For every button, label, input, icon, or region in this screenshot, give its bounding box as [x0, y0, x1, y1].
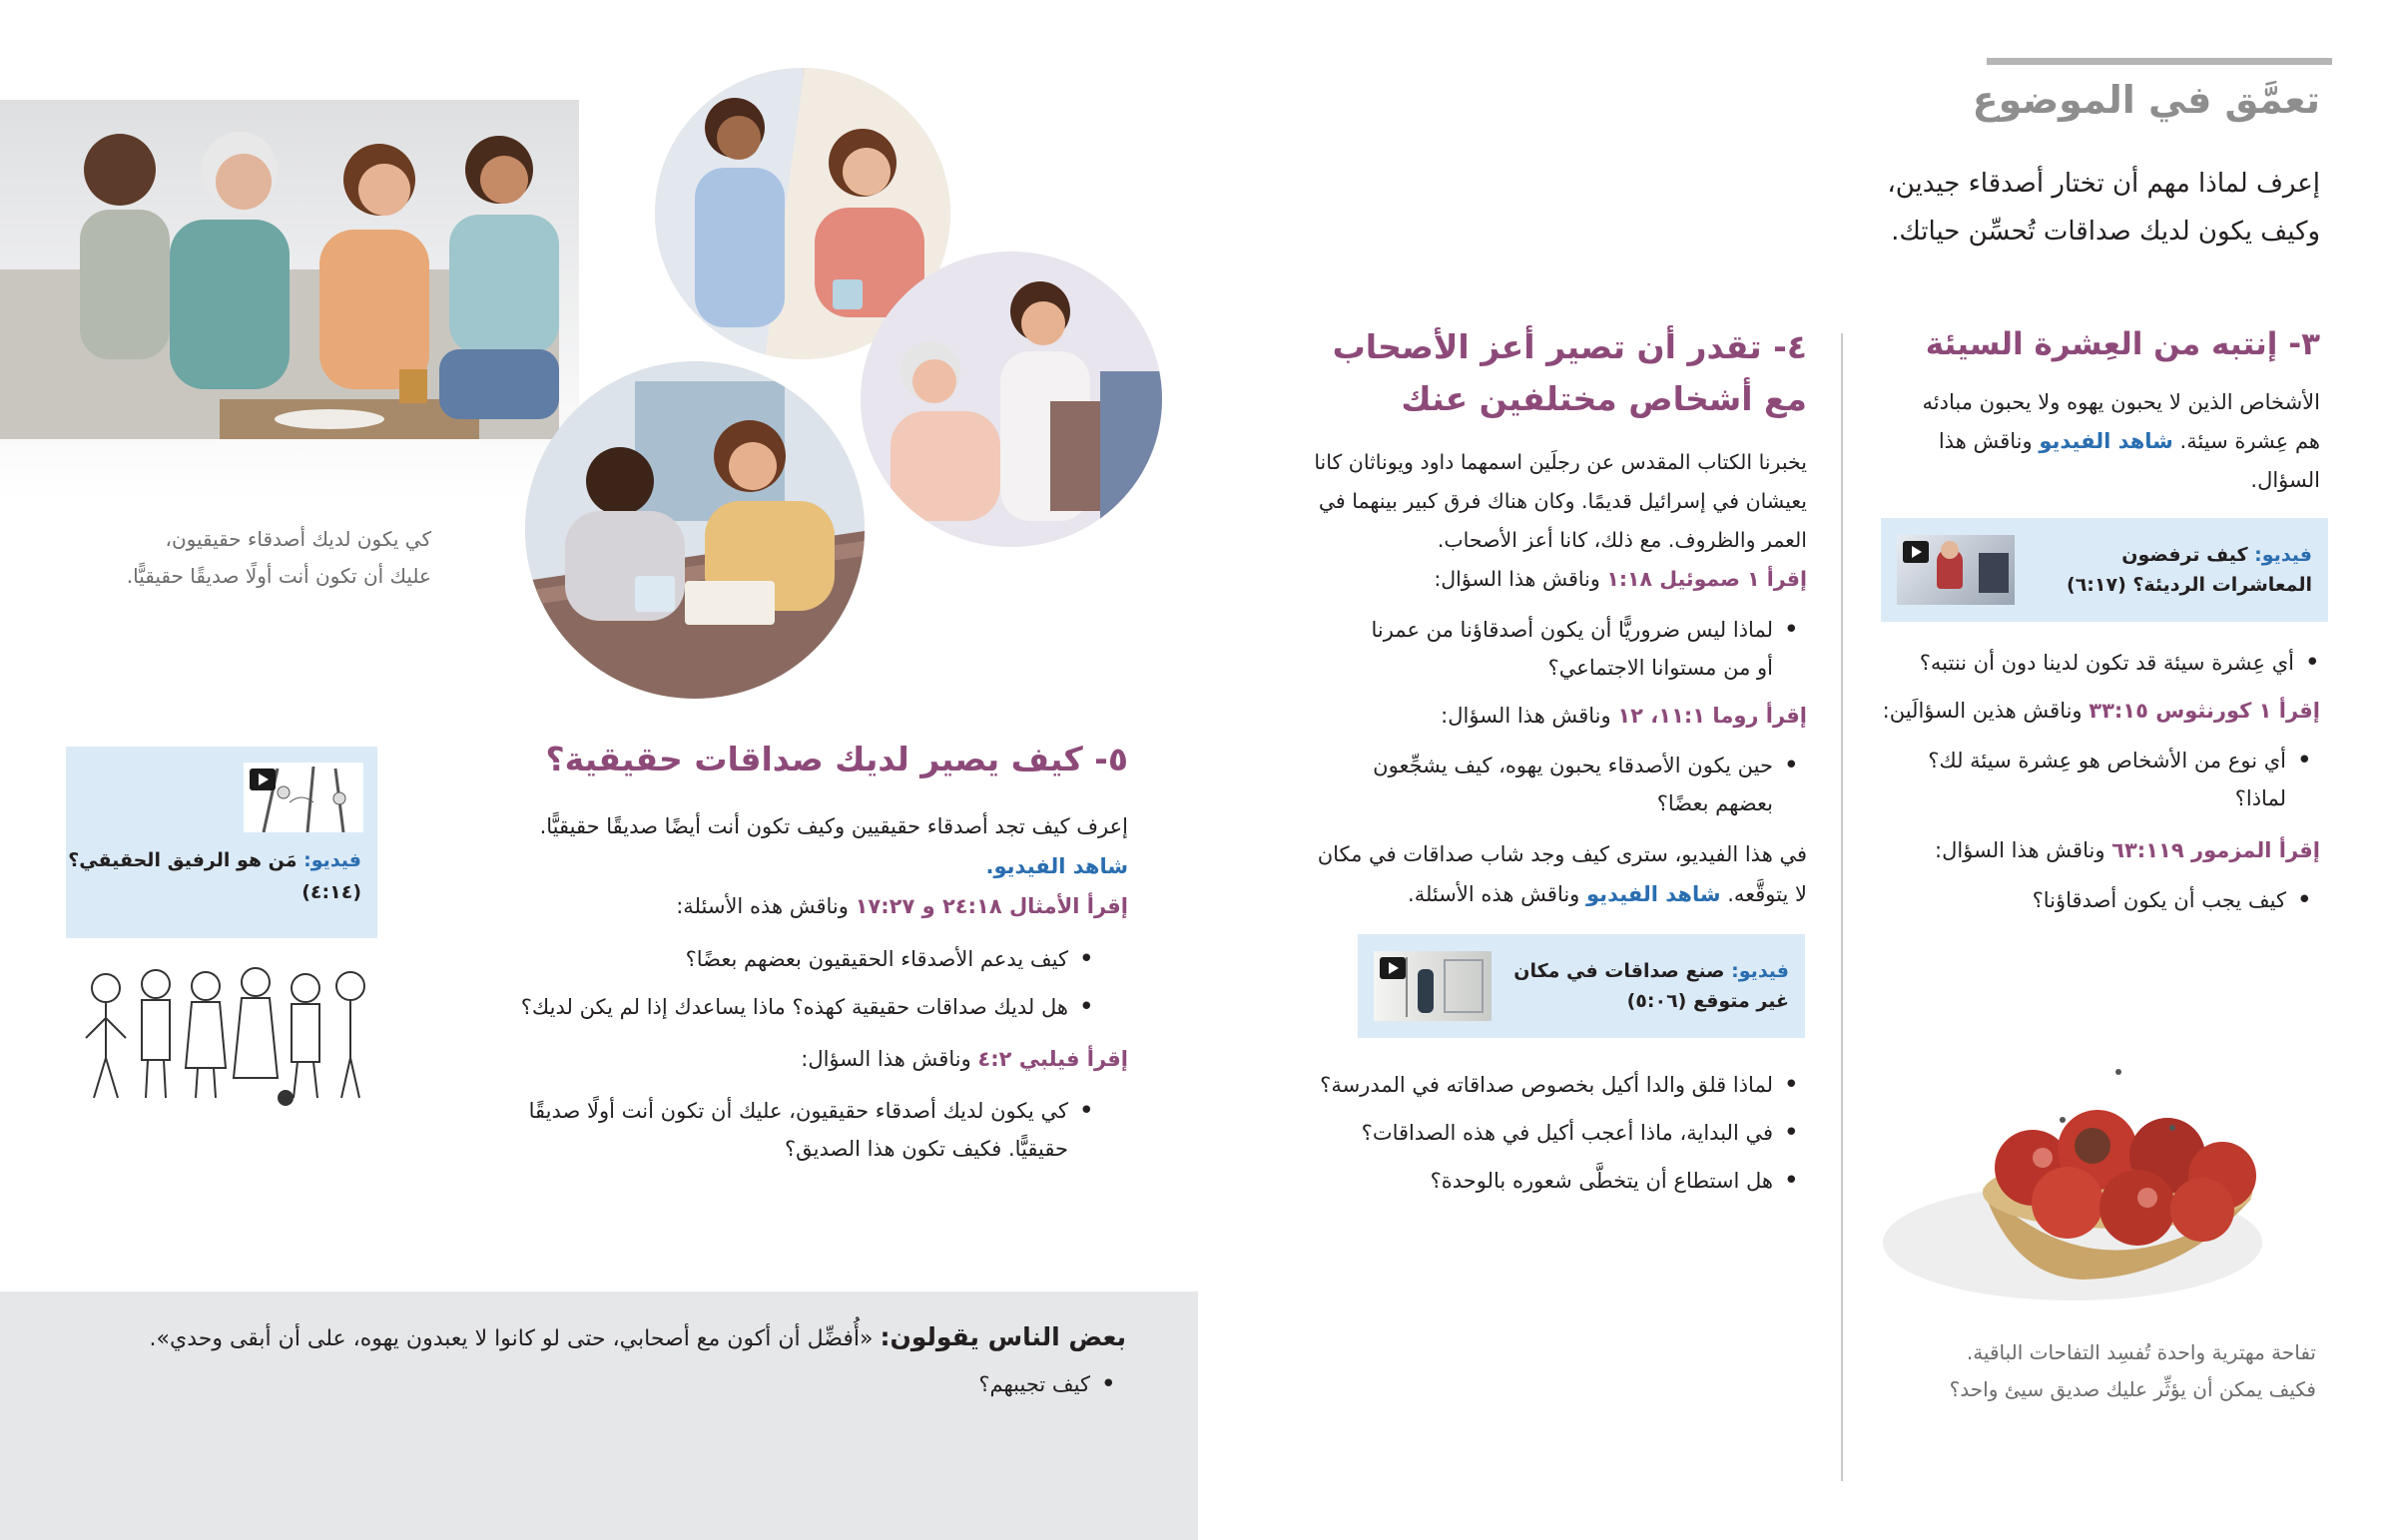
section-5-paragraph: إعرف كيف تجد أصدقاء حقيقيين وكيف تكون أنت أيضًا صديقًا حقيقيًّا. شاهد الفيديو. إقرأ الأمثال ٢٤:١٨ و ١٧:٢٧ وناقش هذه الأسئلة:: [449, 806, 1128, 926]
question-list: [1268, 747, 1807, 822]
section-4: [1268, 321, 1807, 1210]
list-item: • هل لديك صداقات حقيقية كهذه؟ ماذا يساعدك إذا لم يكن لديك؟: [449, 988, 1094, 1026]
apple-caption: تفاحة مهترية واحدة تُفسِد التفاحات الباقية. فكيف يمكن أن يؤثِّر عليك صديق سيئ واحد؟: [1949, 1340, 2316, 1401]
read-instruction: إقرأ ١ كورنثوس ٣٣:١٥ وناقش هذين السؤالَين:: [1882, 699, 2320, 723]
question-list: [1268, 611, 1807, 687]
apple-bowl-image: [1883, 1058, 2312, 1317]
column-divider: [1841, 333, 1843, 1481]
read-instruction: إقرأ روما ١١:١، ١٢ وناقش هذا السؤال:: [1441, 704, 1807, 728]
scripture-reference[interactable]: إقرأ فيلبي ٤:٢: [977, 1047, 1128, 1071]
section-4-paragraph-2: في هذا الفيديو، سترى كيف وجد شاب صداقات في مكان لا يتوقَّعه. شاهد الفيديو وناقش هذه الأسئلة.: [1317, 842, 1807, 906]
video-thumbnail[interactable]: [1897, 535, 2015, 605]
section-3: [1881, 321, 2320, 929]
scripture-reference[interactable]: إقرأ المزمور ٦٣:١١٩: [2111, 838, 2320, 862]
video-card[interactable]: فيديو: صنع صداقات في مكان غير متوقع (٥:٠٦): [1358, 934, 1805, 1038]
read-instruction: إقرأ فيلبي ٤:٢ وناقش هذا السؤال:: [801, 1047, 1128, 1071]
question-list: [1881, 644, 2320, 682]
comforting-friend-image: [525, 361, 865, 699]
question-list: [449, 940, 1128, 1026]
list-item: • كيف يدعم الأصدقاء الحقيقيون بعضهم بعضًا؟: [449, 940, 1094, 978]
scripture-reference[interactable]: إقرأ ١ صموئيل ١:١٨: [1606, 567, 1807, 591]
section-4-paragraph: يخبرنا الكتاب المقدس عن رجلَين اسمهما داود ويوناثان كانا يعيشان في إسرائيل قديمًا. وكان هناك فرق كبير بينهما في العمر والظروف. مع ذلك، كانا أعز الأصحاب. إقرأ ١ صموئيل ١:١٨ وناقش هذا السؤال:: [1314, 450, 1807, 591]
title-rule: [1987, 58, 2332, 65]
list-item: • أي نوع من الأشخاص هو عِشرة سيئة لك؟ لماذا؟: [1881, 742, 2312, 817]
scripture-reference[interactable]: إقرأ ١ كورنثوس ٣٣:١٥: [2089, 699, 2320, 723]
section-4-heading: ٤- تقدر أن تصير أعز الأصحاب مع أشخاص مختلفين عنك: [1332, 327, 1807, 418]
list-item: • كي يكون لديك أصدقاء حقيقيون، عليك أن تكون أنت أولًا صديقًا حقيقيًّا. فكيف تكون هذا الصديق؟: [449, 1092, 1094, 1168]
question-list: [1881, 881, 2320, 919]
list-item: • هل استطاع أن يتخطَّى شعوره بالوحدة؟: [1268, 1162, 1799, 1200]
list-item: • في البداية، ماذا أعجب أكيل في هذه الصداقات؟: [1268, 1114, 1799, 1152]
play-icon[interactable]: [1903, 541, 1929, 563]
play-icon[interactable]: [250, 769, 276, 790]
illustration-caption: كي يكون لديك أصدقاء حقيقيون، عليك أن تكون أنت أولًا صديقًا حقيقيًّا.: [126, 527, 431, 588]
list-item: • لماذا قلق والدا أكيل بخصوص صداقاته في المدرسة؟: [1268, 1066, 1799, 1104]
caregiver-image: [861, 252, 1162, 547]
page-title: تعمَّق في الموضوع: [1972, 78, 2320, 122]
video-card[interactable]: فيديو: مَن هو الرفيق الحقيقي؟ (٤:١٤): [66, 747, 377, 938]
friends-group-image: [0, 100, 579, 499]
question-list: [449, 1092, 1128, 1168]
video-thumbnail[interactable]: [1374, 951, 1492, 1021]
watch-video-link[interactable]: شاهد الفيديو: [2039, 429, 2173, 453]
question-list: [148, 1365, 1126, 1403]
watch-video-link[interactable]: شاهد الفيديو.: [985, 854, 1128, 878]
list-item: • لماذا ليس ضروريًّا أن يكون أصدقاؤنا من عمرنا أو من مستوانا الاجتماعي؟: [1268, 611, 1799, 687]
people-say-quote: «أُفضِّل أن أكون مع أصحابي، حتى لو كانوا لا يعبدون يهوه، على أن أبقى وحدي».: [149, 1326, 874, 1351]
section-3-paragraph: الأشخاص الذين لا يحبون يهوه ولا يحبون مبادئه هم عِشرة سيئة. شاهد الفيديو وناقش هذا السؤال.: [1922, 390, 2320, 492]
section-5: [449, 735, 1128, 1178]
people-say-label: بعض الناس يقولون:: [880, 1322, 1126, 1351]
people-say: [148, 1315, 1126, 1413]
list-item: • حين يكون الأصدقاء يحبون يهوه، كيف يشجِّعون بعضهم بعضًا؟: [1268, 747, 1799, 822]
list-item: • كيف يجب أن يكون أصدقاؤنا؟: [1881, 881, 2312, 919]
watch-video-link[interactable]: شاهد الفيديو: [1586, 882, 1721, 906]
scripture-reference[interactable]: إقرأ روما ١١:١، ١٢: [1617, 704, 1807, 728]
video-thumbnail[interactable]: [244, 763, 363, 832]
apple-bowl-illustration: [1883, 1058, 2312, 1317]
question-list: [1881, 742, 2320, 817]
section-5-heading: ٥- كيف يصير لديك صداقات حقيقية؟: [545, 740, 1128, 778]
video-card[interactable]: فيديو: كيف ترفضون المعاشرات الرديئة؟ (٦:١٧): [1881, 518, 2328, 622]
list-item: • كيف تجيبهم؟: [148, 1365, 1116, 1403]
play-icon[interactable]: [1380, 957, 1406, 979]
read-instruction: إقرأ المزمور ٦٣:١١٩ وناقش هذا السؤال:: [1935, 838, 2320, 862]
friends-sketch-image: [66, 938, 377, 1114]
intro-text: إعرف لماذا مهم أن تختار أصدقاء جيدين، وكيف يكون لديك صداقات تُحسِّن حياتك.: [1887, 169, 2320, 247]
list-item: • أي عِشرة سيئة قد تكون لدينا دون أن ننتبه؟: [1881, 644, 2320, 682]
question-list: [1268, 1066, 1807, 1200]
section-3-heading: ٣- إنتبه من العِشرة السيئة: [1925, 326, 2320, 362]
scripture-reference[interactable]: إقرأ الأمثال ٢٤:١٨ و ١٧:٢٧: [855, 894, 1128, 918]
